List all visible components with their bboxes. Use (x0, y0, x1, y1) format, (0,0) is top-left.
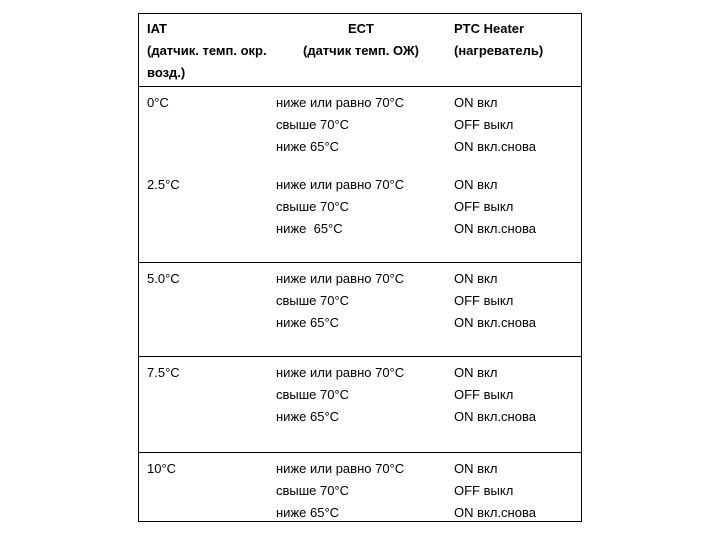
table-row (139, 452, 581, 522)
ect-line: ниже 65°C (276, 139, 340, 154)
table-row (139, 262, 581, 357)
ect-line: свыше 70°C (276, 293, 350, 308)
ect-line: ниже или равно 70°C (276, 365, 405, 380)
header-ptc-title: PTC Heater (454, 21, 525, 36)
ptc-line: OFF выкл (454, 199, 514, 214)
cell-ect (276, 92, 446, 158)
cell-ect (276, 458, 446, 524)
header-ptc (454, 18, 579, 62)
header-iat-title: IAT (147, 21, 167, 36)
ect-line: свыше 70°C (276, 387, 350, 402)
ect-line: ниже или равно 70°C (276, 177, 405, 192)
ptc-line: ON вкл (454, 177, 498, 192)
ptc-line: ON вкл.снова (454, 315, 536, 330)
cell-ect (276, 362, 446, 428)
cell-ptc (454, 92, 579, 158)
ect-line: свыше 70°C (276, 483, 350, 498)
cell-ptc (454, 268, 579, 334)
header-ect-title: ECT (348, 21, 374, 36)
ect-line: ниже 65°C (276, 221, 343, 236)
cell-ect (276, 174, 446, 240)
ect-line: ниже 65°C (276, 505, 340, 520)
cell-ptc (454, 362, 579, 428)
ect-line: свыше 70°C (276, 117, 350, 132)
header-iat-subtitle: (датчик. темп. окр. возд.) (147, 43, 267, 80)
header-iat (147, 18, 272, 84)
cell-iat: 7.5°C (147, 365, 180, 380)
ect-line: ниже или равно 70°C (276, 95, 405, 110)
cell-iat: 0°C (147, 95, 169, 110)
table-header-row (139, 14, 581, 87)
ptc-line: OFF выкл (454, 483, 514, 498)
ect-line: ниже 65°C (276, 409, 340, 424)
ect-line: ниже или равно 70°C (276, 461, 405, 476)
table-row (139, 86, 581, 263)
ptc-line: ON вкл (454, 461, 498, 476)
header-ptc-subtitle: (нагреватель) (454, 43, 544, 58)
cell-ptc (454, 174, 579, 240)
heater-control-table (138, 13, 582, 522)
ptc-line: ON вкл.снова (454, 409, 536, 424)
ptc-line: ON вкл (454, 95, 498, 110)
ptc-line: ON вкл.снова (454, 505, 536, 520)
ect-line: ниже 65°C (276, 315, 340, 330)
cell-ect (276, 268, 446, 334)
ptc-line: ON вкл (454, 271, 498, 286)
ptc-line: OFF выкл (454, 387, 514, 402)
ect-line: свыше 70°C (276, 199, 350, 214)
ptc-line: ON вкл (454, 365, 498, 380)
ptc-line: ON вкл.снова (454, 221, 536, 236)
ptc-line: OFF выкл (454, 117, 514, 132)
cell-iat: 10°C (147, 461, 177, 476)
cell-iat: 5.0°C (147, 271, 180, 286)
table-row (139, 356, 581, 453)
header-ect (276, 18, 446, 62)
ect-line: ниже или равно 70°C (276, 271, 405, 286)
cell-ptc (454, 458, 579, 524)
ptc-line: ON вкл.снова (454, 139, 536, 154)
ptc-line: OFF выкл (454, 293, 514, 308)
cell-iat: 2.5°C (147, 177, 180, 192)
header-ect-subtitle: (датчик темп. ОЖ) (303, 43, 419, 58)
